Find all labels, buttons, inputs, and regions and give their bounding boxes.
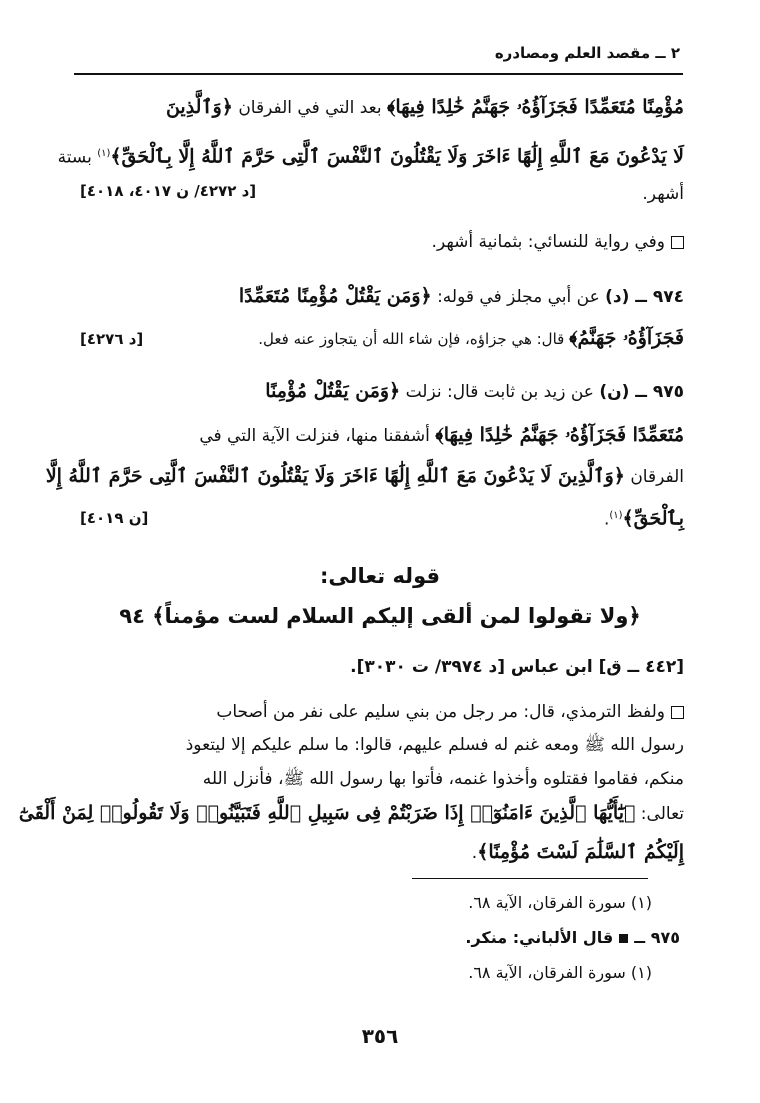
- quran-text: ﴿وَمَن يَقْتُلْ مُؤْمِنًا: [265, 380, 401, 402]
- body-text: بعد التي في الفرقان: [232, 98, 387, 118]
- text-line: [76, 378, 684, 405]
- square-bullet-icon: [671, 706, 684, 719]
- source-reference: [د ٤٢٧٦]: [80, 330, 144, 348]
- body-text: عن زيد بن ثابت قال: نزلت: [400, 382, 600, 402]
- section-verse: ﴿ولا تقولوا لمن ألقى إليكم السلام لست مؤمناً﴾ ٩٤: [119, 604, 641, 628]
- footnote: (١) سورة الفرقان، الآية ٦٨.: [468, 893, 652, 912]
- footnote-marker: (١): [97, 148, 111, 159]
- quran-text: ﴿وَٱلَّذِينَ لَا يَدْعُونَ مَعَ ٱللَّهِ إِلَٰهًا ءَاخَرَ وَلَا يَقْتُلُونَ ٱلنَّفْسَ ٱلَّتِى حَرَّمَ ٱللَّهُ إِلَّا: [45, 465, 625, 487]
- footnote-text: قال الألباني: منكر.: [465, 928, 614, 947]
- body-text: قال: هي جزاؤه، فإن شاء الله أن يتجاوز عنه فعل.: [258, 330, 570, 348]
- body-text: أشفقنا منها، فنزلت الآية التي في: [199, 426, 436, 446]
- quran-text: مُؤْمِنًا مُتَعَمِّدًا فَجَزَآؤُهُۥ جَهَنَّمُ خَٰلِدًا فِيهَا﴾: [386, 96, 684, 118]
- quran-text: ﴿يَٰٓأَيُّهَا ٱلَّذِينَ ءَامَنُوٓا۟ إِذَا ضَرَبْتُمْ فِى سَبِيلِ ٱللَّهِ فَتَبَيَّنُوا۟ وَلَا تَقُولُوا۟ لِمَنْ أَلْقَىٰٓ: [18, 802, 636, 824]
- body-text: الفرقان: [624, 467, 684, 487]
- text-line: [76, 699, 684, 725]
- text-line: [76, 283, 684, 310]
- header-rule: [74, 73, 683, 75]
- body-text: وفي رواية للنسائي: بثمانية أشهر.: [431, 232, 665, 252]
- text-line: [76, 503, 684, 533]
- text-line: [196, 325, 684, 352]
- body-text: منكم، فقاموا فقتلوه وأخذوا غنمه، فأتوا بها رسول الله ﷺ، فأنزل الله: [202, 769, 684, 789]
- body-text: تعالى:: [635, 804, 684, 824]
- running-title: ٢ ــ مقصد العلم ومصادره: [494, 44, 680, 62]
- body-text: رسول الله ﷺ ومعه غنم له فسلم عليهم، قالوا: ما سلم عليكم إلا ليتعوذ: [185, 735, 684, 755]
- quran-text: إِلَيْكُمُ ٱلسَّلَٰمَ لَسْتَ مُؤْمِنًا﴾: [477, 841, 684, 863]
- body-text: ولفظ الترمذي، قال: مر رجل من بني سليم على نفر من أصحاب: [216, 702, 665, 722]
- quran-text: لَا يَدْعُونَ مَعَ ٱللَّهِ إِلَٰهًا ءَاخَرَ وَلَا يَقْتُلُونَ ٱلنَّفْسَ ٱلَّتِى حَرَّمَ ٱللَّهُ إِلَّا بِٱلْحَقِّ﴾: [110, 145, 684, 168]
- quran-text: مُتَعَمِّدًا فَجَزَآؤُهُۥ جَهَنَّمُ خَٰلِدًا فِيهَا﴾: [435, 424, 684, 446]
- hadith-number: ٩٧٤ ــ (د): [605, 287, 684, 307]
- text-line: [76, 94, 684, 121]
- footnote: (١) سورة الفرقان، الآية ٦٨.: [468, 963, 652, 982]
- filled-square-icon: [619, 934, 628, 943]
- body-text: أشهر.: [642, 184, 684, 204]
- footnote-number: ٩٧٥ ــ: [634, 928, 680, 947]
- source-reference: [ن ٤٠١٩]: [80, 509, 149, 527]
- text-line: [76, 766, 684, 792]
- hadith-number: ٩٧٥ ــ (ن): [599, 382, 684, 402]
- text-line: [76, 229, 684, 255]
- quran-text: ﴿وَمَن يَقْتُلْ مُؤْمِنًا مُتَعَمِّدًا: [238, 285, 432, 307]
- section-heading: قوله تعالى:: [319, 564, 440, 588]
- body-text: .: [603, 509, 610, 530]
- body-text: .: [471, 843, 478, 863]
- body-text: عن أبي مجلز في قوله:: [431, 287, 606, 307]
- text-line: [18, 800, 684, 827]
- quran-text: ﴿وَٱلَّذِينَ: [165, 96, 233, 118]
- text-line: [76, 654, 684, 680]
- footnote: [465, 928, 680, 947]
- reference-line: [٤٤٢ ــ ق] ابن عباس [د ٣٩٧٤/ ت ٣٠٣٠].: [350, 657, 684, 677]
- text-line: [45, 463, 684, 490]
- page-number: ٣٥٦: [361, 1024, 399, 1048]
- footnote-rule: [412, 878, 648, 879]
- text-line: [76, 732, 684, 758]
- text-line: [76, 839, 684, 866]
- source-reference: [د ٤٢٧٢/ ن ٤٠١٧، ٤٠١٨]: [80, 182, 257, 200]
- quran-text: بِٱلْحَقِّ﴾: [622, 507, 684, 530]
- square-bullet-icon: [671, 236, 684, 249]
- body-text: بستة: [57, 147, 98, 168]
- footnote-marker: (١): [609, 510, 623, 521]
- text-line: [76, 422, 684, 449]
- text-line: [57, 141, 684, 171]
- quran-text: فَجَزَآؤُهُۥ جَهَنَّمُ﴾: [569, 327, 684, 349]
